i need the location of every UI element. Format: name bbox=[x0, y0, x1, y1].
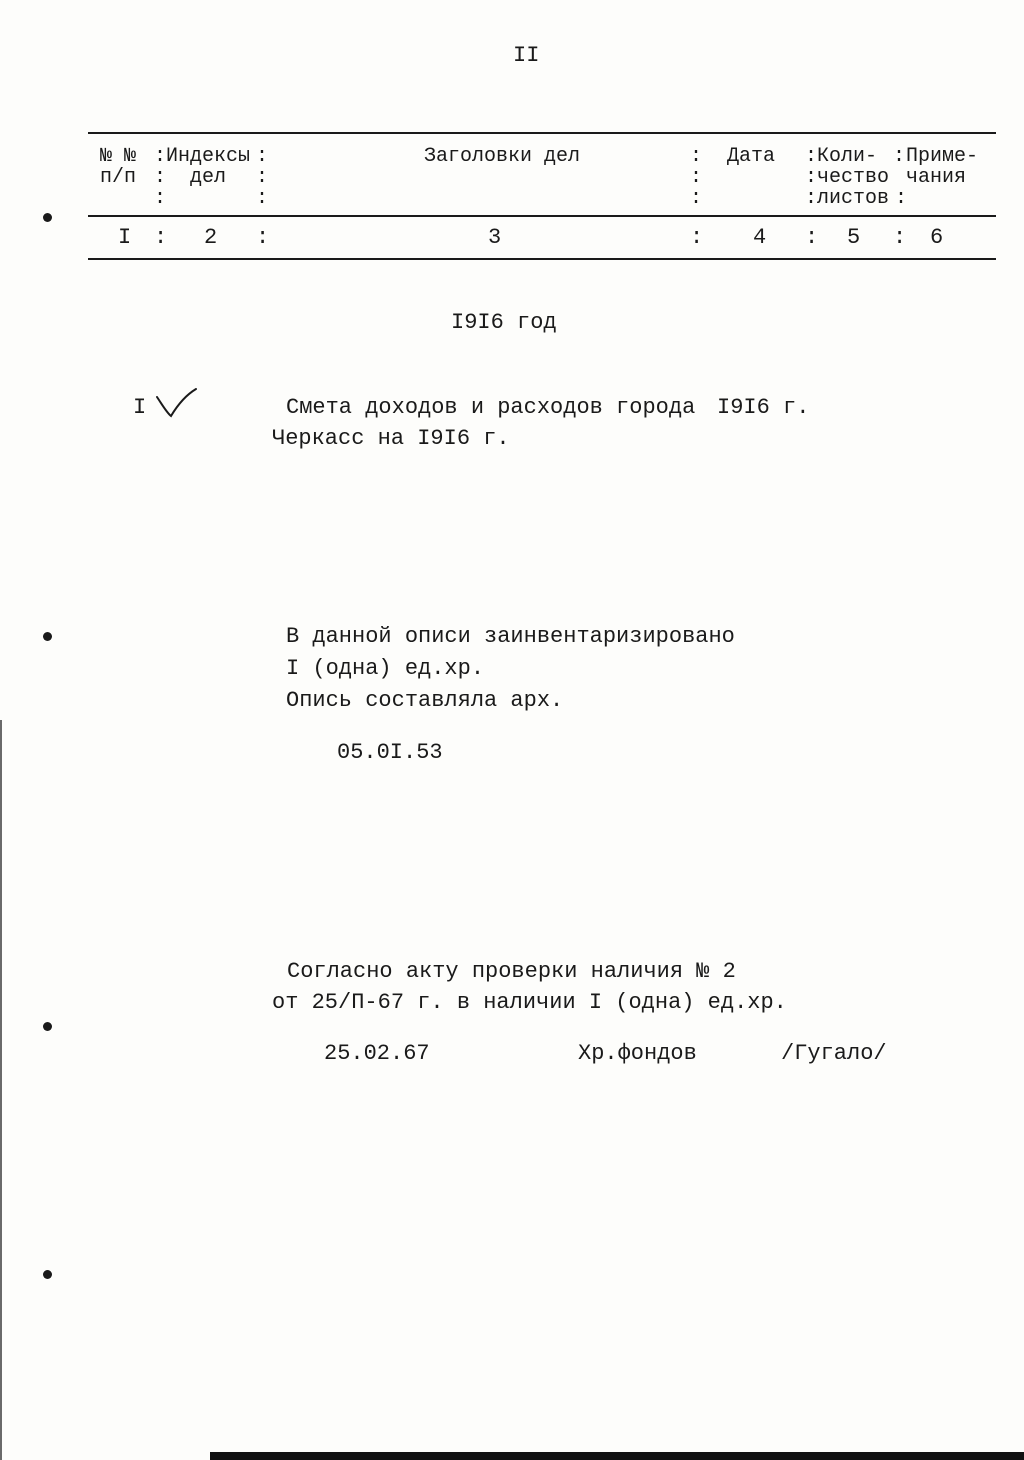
separator: : bbox=[256, 225, 270, 250]
year-heading: I9I6 год bbox=[451, 310, 557, 335]
separator: : : : bbox=[690, 145, 703, 210]
record-number: I bbox=[133, 395, 147, 420]
header-col2-line2: дел bbox=[190, 166, 227, 189]
separator: : bbox=[895, 187, 908, 210]
separator: : bbox=[805, 225, 819, 250]
column-number: 3 bbox=[488, 225, 502, 250]
verification-line2: от 25/П-67 г. в наличии I (одна) ед.хр. bbox=[272, 990, 787, 1015]
header-col4: Дата bbox=[727, 145, 776, 168]
column-number: 6 bbox=[930, 225, 944, 250]
header-col6-line2: чания bbox=[906, 166, 967, 189]
header-col1-line2: п/п bbox=[100, 166, 137, 189]
header-top-rule bbox=[88, 132, 996, 134]
column-number: 4 bbox=[753, 225, 767, 250]
separator: : : : bbox=[154, 145, 167, 210]
binding-hole bbox=[43, 213, 52, 222]
header-middle-rule bbox=[88, 215, 996, 217]
separator: : bbox=[154, 225, 168, 250]
binding-hole bbox=[43, 1022, 52, 1031]
verification-position: Хр.фондов bbox=[578, 1041, 697, 1066]
separator: : bbox=[893, 225, 907, 250]
column-number: 5 bbox=[847, 225, 861, 250]
header-col3: Заголовки дел bbox=[424, 145, 581, 168]
scan-edge-left bbox=[0, 720, 2, 1460]
header-col5-line1: Коли- bbox=[817, 145, 878, 168]
verification-date: 25.02.67 bbox=[324, 1041, 430, 1066]
column-number: I bbox=[118, 225, 132, 250]
verification-line1: Согласно акту проверки наличия № 2 bbox=[287, 959, 736, 984]
separator: : : : bbox=[805, 145, 818, 210]
separator: : : : bbox=[256, 145, 269, 210]
header-bottom-rule bbox=[88, 258, 996, 260]
header-col2-line1: Индексы bbox=[166, 145, 251, 168]
record-title-line2: Черкасс на I9I6 г. bbox=[272, 426, 510, 451]
header-col5-line3: листов bbox=[817, 187, 890, 210]
binding-hole bbox=[43, 1270, 52, 1279]
separator: : bbox=[893, 145, 906, 168]
summary-line2: I (одна) ед.хр. bbox=[286, 656, 485, 681]
verification-signature: /Гугало/ bbox=[781, 1041, 887, 1066]
separator: : bbox=[690, 225, 704, 250]
record-title-line1: Смета доходов и расходов города bbox=[286, 395, 696, 420]
page-number: II bbox=[513, 43, 540, 68]
summary-line1: В данной описи заинвентаризировано bbox=[286, 624, 735, 649]
record-date: I9I6 г. bbox=[717, 395, 810, 420]
header-col6-line1: Приме- bbox=[906, 145, 979, 168]
binding-hole bbox=[43, 632, 52, 641]
summary-line3: Опись составляла арх. bbox=[286, 688, 564, 713]
scan-edge-bottom bbox=[210, 1452, 1024, 1460]
header-col1-line1: № № bbox=[100, 145, 137, 168]
summary-date: 05.0I.53 bbox=[337, 740, 443, 765]
checkmark-icon bbox=[152, 386, 200, 420]
header-col5-line2: чество bbox=[817, 166, 890, 189]
column-number: 2 bbox=[204, 225, 218, 250]
